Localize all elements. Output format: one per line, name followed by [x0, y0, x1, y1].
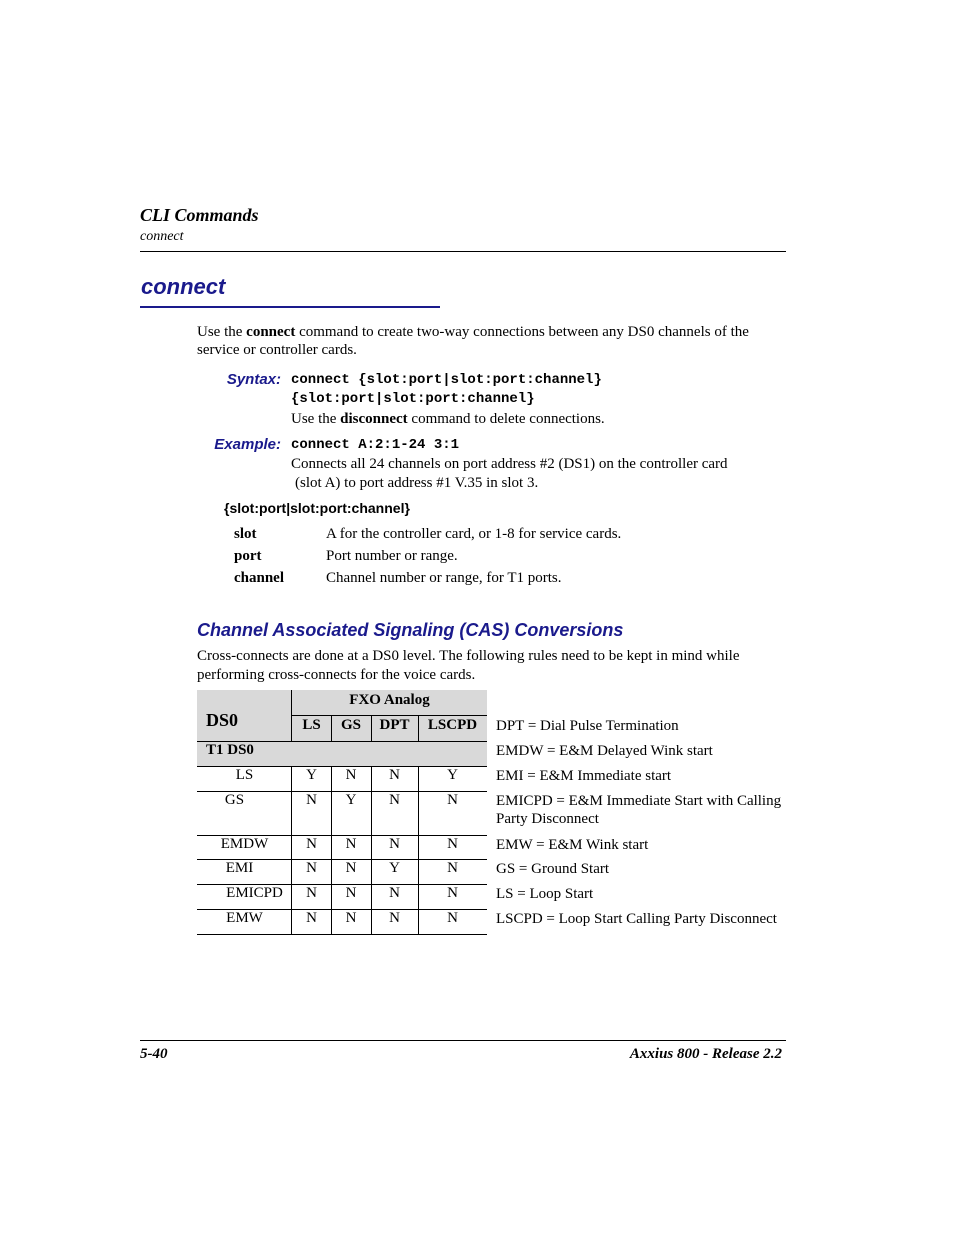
param-name: channel [234, 570, 285, 586]
params-heading: {slot:port|slot:port:channel} [224, 500, 410, 516]
table-rule [371, 715, 372, 741]
section-title: connect [141, 274, 226, 299]
table-rule [197, 909, 487, 910]
column-header-ls: LS [302, 717, 321, 733]
example-label: Example: [214, 436, 281, 453]
row-label: EMI [225, 860, 254, 876]
table-cell: N [389, 792, 400, 808]
cas-intro-line-2: performing cross-connects for the voice cards. [197, 667, 476, 683]
table-rule [197, 791, 487, 792]
table-cell: N [345, 885, 357, 901]
table-cell: N [345, 836, 357, 852]
table-cell: Y [306, 767, 317, 783]
intro-text-line2: service or controller cards. [197, 342, 357, 358]
table-rule [291, 766, 292, 934]
table-cell: N [389, 885, 400, 901]
legend-item: EMICPD = E&M Immediate Start with Calling Party Disconnect [496, 793, 782, 827]
table-cell: N [447, 792, 458, 808]
param-row [234, 547, 458, 565]
table-cell: N [306, 836, 317, 852]
ds0-header: DS0 [206, 710, 239, 730]
param-desc: Port number or range. [326, 548, 458, 564]
legend-item: LSCPD = Loop Start Calling Party Disconnect [496, 911, 777, 927]
t1-ds0-section-label: T1 DS0 [206, 742, 254, 758]
row-label: LS [235, 767, 254, 783]
table-rule [331, 715, 332, 741]
syntax-note-post: command to delete connections. [407, 411, 605, 427]
table-rule [197, 934, 487, 935]
syntax-note-command: disconnect [340, 411, 408, 427]
example-desc-line-1: Connects all 24 channels on port address #2 (DS1) on the controller card [291, 456, 728, 472]
row-label: EMICPD [226, 885, 283, 901]
header-rule [140, 251, 786, 252]
table-cell: Y [345, 792, 357, 808]
footer-product: Axxius 800 - Release 2.2 [629, 1046, 782, 1062]
table-rule [418, 715, 419, 741]
syntax-label: Syntax: [226, 371, 281, 388]
param-desc: A for the controller card, or 1-8 for service cards. [326, 526, 622, 542]
column-header-lscpd: LSCPD [427, 717, 478, 733]
table-rule [291, 690, 292, 741]
table-cell: N [389, 767, 400, 783]
table-cell: N [447, 860, 458, 876]
footer-rule [140, 1040, 786, 1041]
intro-command: connect [246, 324, 296, 340]
row-label: EMDW [220, 836, 269, 852]
param-name: port [234, 548, 262, 564]
legend-item: EMI = E&M Immediate start [496, 768, 672, 784]
section-title-underline [140, 306, 440, 308]
table-cell: N [345, 767, 357, 783]
table-rule [197, 741, 487, 742]
example-desc-line-2: (slot A) to port address #1 V.35 in slot 3. [295, 475, 539, 491]
cas-section-title: Channel Associated Signaling (CAS) Conversions [197, 620, 624, 640]
table-cell: Y [447, 767, 458, 783]
table-rule [371, 766, 372, 934]
param-row [234, 525, 621, 543]
table-cell: N [447, 836, 458, 852]
legend-item: EMW = E&M Wink start [496, 837, 649, 853]
table-cell: N [306, 910, 317, 926]
table-rule [292, 715, 487, 716]
table-cell: N [345, 860, 357, 876]
cas-intro-line-1: Cross-connects are done at a DS0 level. The following rules need to be kept in mind while [197, 648, 740, 664]
cas-conversion-table [197, 690, 487, 936]
table-cell: N [389, 910, 400, 926]
table-cell: N [306, 792, 317, 808]
syntax-note [291, 410, 605, 428]
fxo-analog-header: FXO Analog [349, 692, 430, 708]
row-label: GS [224, 792, 245, 808]
legend-item: GS = Ground Start [496, 861, 610, 877]
legend-item: LS = Loop Start [496, 886, 594, 902]
table-cell: Y [389, 860, 400, 876]
param-row [234, 569, 562, 587]
running-header-subtitle: connect [140, 229, 184, 244]
param-name: slot [234, 526, 257, 542]
table-rule [197, 766, 487, 767]
table-cell: N [306, 860, 317, 876]
param-desc: Channel number or range, for T1 ports. [326, 570, 562, 586]
table-rule [331, 766, 332, 934]
table-cell: N [447, 910, 458, 926]
column-header-dpt: DPT [379, 717, 410, 733]
table-cell: N [345, 910, 357, 926]
table-rule [197, 859, 487, 860]
intro-text-pre: Use the [197, 324, 247, 340]
syntax-note-pre: Use the [291, 411, 341, 427]
page-number: 5-40 [140, 1046, 168, 1062]
row-label: EMW [226, 910, 263, 926]
table-cell: N [306, 885, 317, 901]
table-cell: N [447, 885, 458, 901]
syntax-line-1: connect {slot:port|slot:port:channel} [291, 372, 602, 388]
example-command: connect A:2:1-24 3:1 [291, 437, 460, 453]
legend-item: DPT = Dial Pulse Termination [496, 718, 679, 734]
legend-item: EMDW = E&M Delayed Wink start [496, 743, 713, 759]
column-header-gs: GS [340, 717, 361, 733]
syntax-line-2: {slot:port|slot:port:channel} [291, 391, 535, 407]
table-rule [197, 884, 487, 885]
intro-paragraph [197, 323, 797, 359]
table-rule [418, 766, 419, 934]
table-rule [197, 835, 487, 836]
running-header-title: CLI Commands [140, 205, 259, 225]
table-cell: N [389, 836, 400, 852]
intro-text-post: command to create two-way connections between any DS0 channels of the [295, 324, 749, 340]
